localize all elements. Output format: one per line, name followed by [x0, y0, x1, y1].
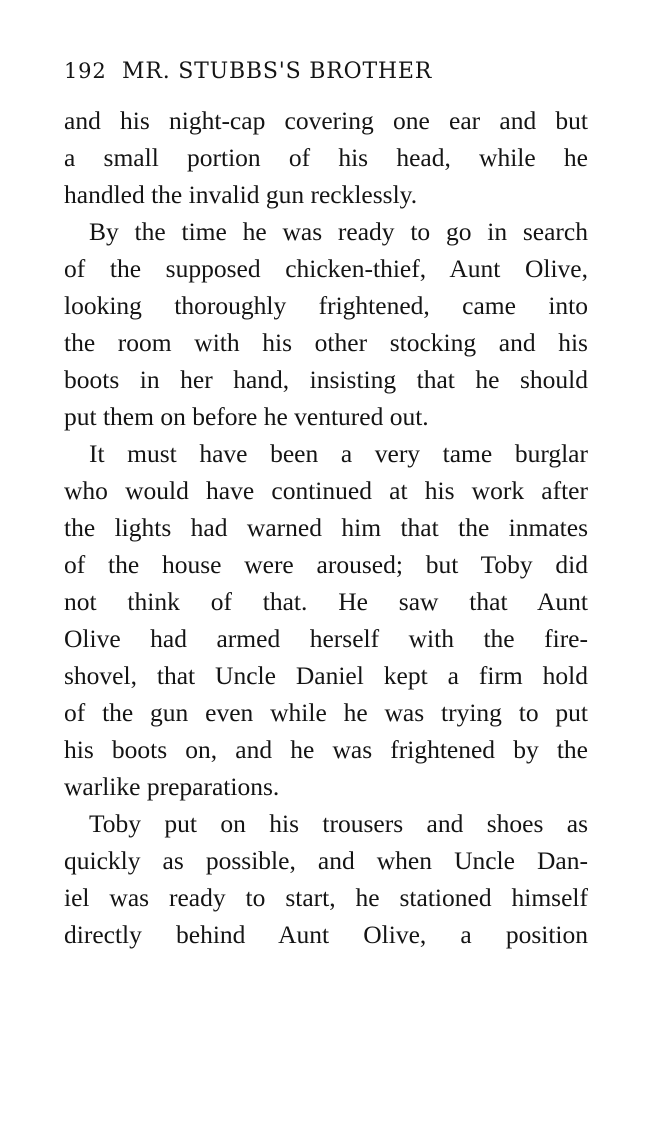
running-title: MR. STUBBS'S BROTHER	[122, 59, 433, 84]
text-line: shovel, that Uncle Daniel kept a firm hold	[64, 661, 588, 690]
book-page	[64, 52, 588, 953]
text-line: boots in her hand, insisting that he should	[64, 365, 588, 394]
paragraph	[64, 435, 588, 805]
text-line: By the time he was ready to go in search	[89, 217, 588, 246]
text-line: a small portion of his head, while he	[64, 143, 588, 172]
text-line: handled the invalid gun recklessly.	[64, 180, 418, 209]
paragraph	[64, 102, 588, 213]
text-line: who would have continued at his work after	[64, 476, 588, 505]
text-line: not think of that. He saw that Aunt	[64, 587, 588, 616]
text-line: and his night-cap covering one ear and but	[64, 106, 588, 135]
text-line: warlike preparations.	[64, 772, 280, 801]
text-line: put them on before he ventured out.	[64, 402, 429, 431]
text-line: of the gun even while he was trying to put	[64, 698, 588, 727]
running-head	[64, 52, 588, 90]
text-line: It must have been a very tame burglar	[89, 439, 588, 468]
paragraph	[64, 213, 588, 435]
text-line: looking thoroughly frightened, came into	[64, 291, 588, 320]
text-line: his boots on, and he was frightened by the	[64, 735, 588, 764]
text-line: of the house were aroused; but Toby did	[64, 550, 588, 579]
paragraph	[64, 805, 588, 953]
text-line: Toby put on his trousers and shoes as	[89, 809, 588, 838]
text-line: iel was ready to start, he stationed himself	[64, 883, 588, 912]
text-line: directly behind Aunt Olive, a position	[64, 920, 588, 949]
text-line: Olive had armed herself with the fire-	[64, 624, 588, 653]
text-line: the room with his other stocking and his	[64, 328, 588, 357]
text-line: of the supposed chicken-thief, Aunt Olive,	[64, 254, 588, 283]
text-line: the lights had warned him that the inmates	[64, 513, 588, 542]
page-number: 192	[64, 59, 107, 83]
body-text	[64, 102, 588, 953]
text-line: quickly as possible, and when Uncle Dan-	[64, 846, 588, 875]
